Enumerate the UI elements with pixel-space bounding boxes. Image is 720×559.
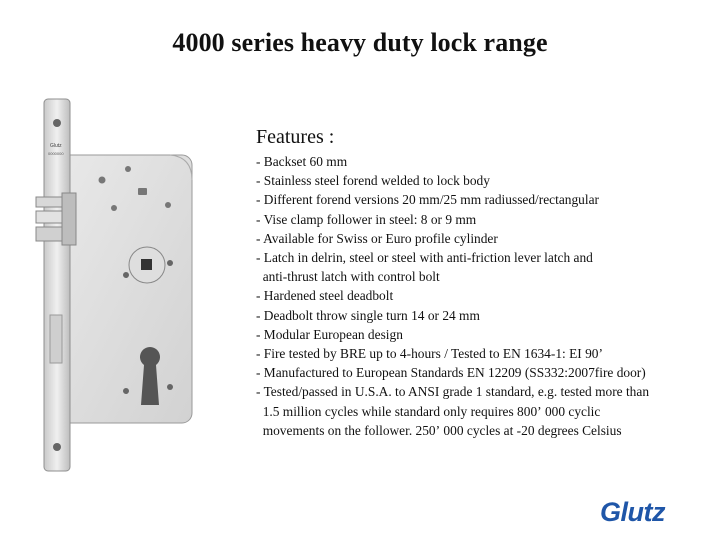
feature-item: - Backset 60 mm bbox=[256, 154, 348, 169]
feature-item: - Modular European design bbox=[256, 326, 403, 342]
features-heading: Features : bbox=[256, 126, 335, 148]
feature-item: - Stainless steel forend welded to lock body bbox=[256, 173, 490, 189]
feature-item: - Fire tested by BRE up to 4-hours / Tested to EN 1634-1: EI 90ʼ bbox=[256, 346, 603, 362]
faceplate-code-text: 0000000 bbox=[48, 151, 64, 156]
feature-item: - Tested/passed in U.S.A. to ANSI grade 1 standard, e.g. tested more than bbox=[256, 384, 650, 400]
feature-item: anti-thrust latch with control bolt bbox=[256, 269, 440, 285]
feature-item: movements on the follower. 250ʼ 000 cycles at -20 degrees Celsius bbox=[256, 422, 622, 438]
glutz-logo: Glutz bbox=[600, 497, 665, 527]
feature-item: 1.5 million cycles while standard only requires 800ʼ 000 cyclic bbox=[256, 403, 601, 419]
feature-item: - Vise clamp follower in steel: 8 or 9 mm bbox=[256, 211, 477, 227]
mortise-lock-image bbox=[30, 95, 210, 475]
page-title: 4000 series heavy duty lock range bbox=[172, 28, 548, 57]
feature-item: - Deadbolt throw single turn 14 or 24 mm bbox=[256, 307, 480, 323]
feature-item: - Latch in delrin, steel or steel with anti-friction lever latch and bbox=[256, 250, 593, 266]
features-list bbox=[256, 152, 706, 440]
feature-item: - Available for Swiss or Euro profile cylinder bbox=[256, 230, 498, 246]
faceplate-brand-text: Glutz bbox=[50, 143, 62, 149]
feature-item: - Manufactured to European Standards EN 12209 (SS332:2007fire door) bbox=[256, 365, 646, 381]
feature-item: - Different forend versions 20 mm/25 mm radiussed/rectangular bbox=[256, 192, 599, 208]
feature-item: - Hardened steel deadbolt bbox=[256, 288, 394, 304]
